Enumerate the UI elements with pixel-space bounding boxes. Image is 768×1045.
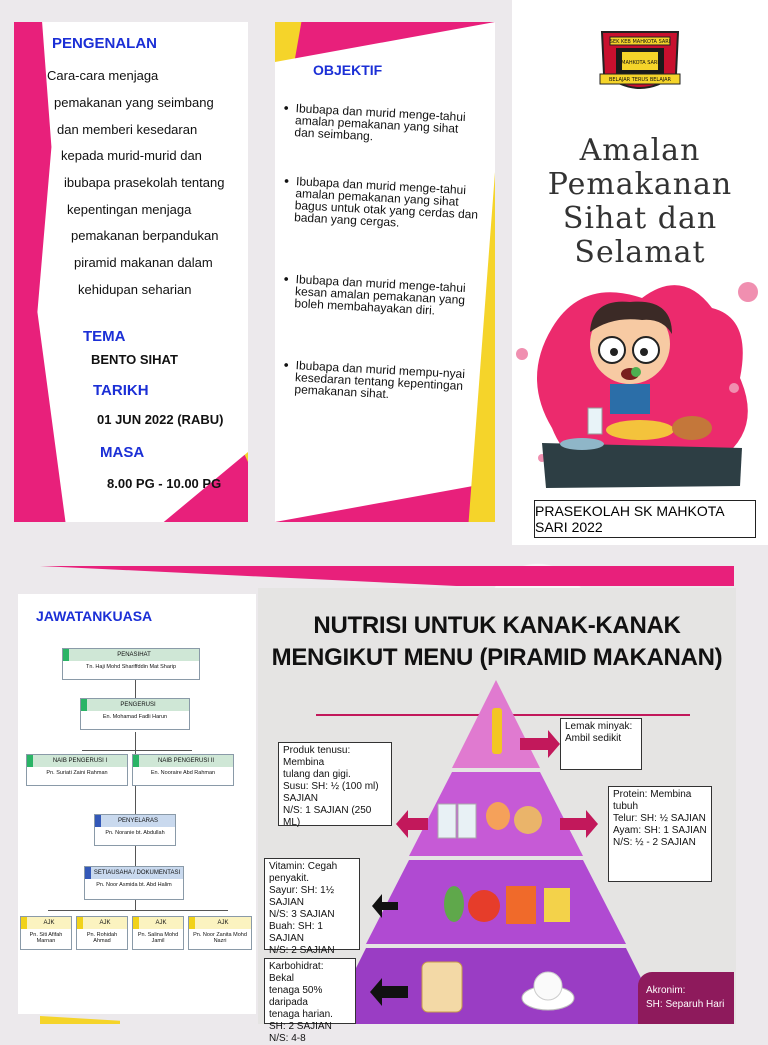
- org-role: AJK: [77, 917, 127, 929]
- acronym-box: [638, 972, 734, 1024]
- note-line: Sayur: SH: 1½ SAJIAN: [269, 885, 335, 908]
- cucumber-icon: [444, 886, 464, 922]
- org-person: Pn. Suriati Zaini Rahman: [46, 770, 108, 776]
- org-naib-pengerusi-1: [26, 754, 128, 786]
- school-crest-logo: [596, 28, 684, 100]
- org-role: AJK: [21, 917, 71, 929]
- cover-title-line: Selamat: [574, 235, 706, 270]
- org-role: NAIB PENGERUSI II: [133, 755, 233, 767]
- intro-heading: PENGENALAN: [52, 35, 158, 52]
- tema-value: BENTO SIHAT: [91, 352, 178, 367]
- note-line: tenaga harian.: [269, 1009, 333, 1020]
- org-ajk: [20, 916, 72, 950]
- pink-band: [40, 566, 734, 586]
- egg-icon: [486, 802, 510, 830]
- bread-icon: [422, 962, 462, 1012]
- masa-value: 8.00 PG - 10.00 PG: [107, 476, 222, 491]
- note-line: tubuh: [613, 801, 639, 812]
- crest-text-bot: BELAJAR TERUS BELAJAR: [608, 77, 672, 83]
- note-carbohydrate: [264, 958, 356, 1044]
- boy-eating-illustration: [512, 258, 768, 498]
- crest-text-mid: MAHKOTA SARI: [621, 60, 659, 66]
- masa-heading: MASA: [100, 444, 145, 461]
- note-line: N/S: 2 SAJIAN: [269, 945, 335, 956]
- acronym-line: Akronim:: [646, 985, 686, 996]
- note-fat: Lemak minyak: Ambil sedikit: [560, 718, 642, 770]
- org-role: PENYELARAS: [95, 815, 175, 827]
- org-ajk: [132, 916, 184, 950]
- note-line: tenaga 50% daripada: [269, 985, 323, 1008]
- intro-line: kepada murid-murid dan: [61, 148, 202, 163]
- cover-title-line: Sihat dan: [562, 201, 718, 236]
- org-person: Pn. Noor Asmida bt. Abd Halim: [96, 882, 172, 888]
- banana-icon: [544, 888, 570, 922]
- objective-heading: OBJEKTIF: [313, 62, 383, 78]
- org-setiausaha: [84, 866, 184, 900]
- org-person: En. Mohamad Fadli Harun: [102, 714, 168, 720]
- note-line: Vitamin: Cegah penyakit.: [269, 861, 338, 884]
- note-line: Telur: SH: ½ SAJIAN: [613, 813, 706, 824]
- objective-item: • Ibubapa dan murid menge-tahui kesan amalan pemakanan yang boleh membahayakan diri.: [294, 273, 481, 319]
- note-line: Buah: SH: 1 SAJIAN: [269, 921, 323, 944]
- intro-line: Cara-cara menjaga: [47, 68, 159, 83]
- org-role: PENGERUSI: [81, 699, 189, 711]
- org-naib-pengerusi-2: [132, 754, 234, 786]
- org-role: SETIAUSAHA / DOKUMENTASI: [85, 867, 183, 879]
- intro-line: pemakanan berpandukan: [71, 228, 219, 243]
- org-person: Pn. Rohidah Ahmad: [86, 932, 118, 944]
- intro-panel: [14, 22, 248, 522]
- org-penyelaras: [94, 814, 176, 846]
- org-person: Pn. Siti Afifah Marnan: [29, 932, 63, 944]
- committee-heading: JAWATANKUASA: [36, 608, 153, 624]
- carrot-icon: [506, 886, 536, 924]
- committee-panel: [18, 594, 256, 1014]
- milk-icon: [438, 804, 456, 838]
- org-person: Pn. Noor Zanita Mohd Nazri: [193, 932, 247, 944]
- oil-bottle-icon: [492, 708, 502, 754]
- org-pengerusi: [80, 698, 190, 730]
- pyramid-title-line: NUTRISI UNTUK KANAK-KANAK: [313, 612, 681, 639]
- note-protein: [608, 786, 712, 882]
- objective-panel: [275, 22, 495, 522]
- cover-footer: PRASEKOLAH SK MAHKOTA SARI 2022: [534, 500, 756, 538]
- org-penasihat: [62, 648, 200, 680]
- org-role: AJK: [133, 917, 183, 929]
- intro-line: dan memberi kesedaran: [57, 122, 198, 137]
- food-pyramid-panel: [258, 588, 736, 1044]
- note-line: Produk tenusu: Membina: [283, 745, 351, 768]
- note-line: SAJIAN: [283, 793, 319, 804]
- note-line: tulang dan gigi.: [283, 769, 351, 780]
- note-line: N/S: 3 SAJIAN: [269, 909, 335, 920]
- org-ajk: [76, 916, 128, 950]
- note-line: SH: 2 SAJIAN N/S: 4-8: [269, 1021, 332, 1044]
- intro-line: kehidupan seharian: [78, 282, 192, 297]
- org-role: PENASIHAT: [63, 649, 199, 661]
- note-line: Ayam: SH: 1 SAJIAN: [613, 825, 707, 836]
- org-person: Pn. Noranie bt. Abdullah: [105, 830, 165, 836]
- tomato-icon: [468, 890, 500, 922]
- note-line: N/S: 1 SAJIAN (250 ML): [283, 805, 372, 828]
- org-role: AJK: [189, 917, 251, 929]
- objective-item: • Ibubapa dan murid menge-tahui amalan pemakanan yang sihat dan seimbang.: [294, 102, 481, 148]
- note-line: N/S: ½ - 2 SAJIAN: [613, 837, 696, 848]
- cover-panel: [512, 0, 768, 545]
- milk-icon: [458, 804, 476, 838]
- crest-text-top: SEK KEB MAHKOTA SARI: [609, 39, 671, 45]
- note-line: Susu: SH: ½ (100 ml): [283, 781, 379, 792]
- org-role: NAIB PENGERUSI I: [27, 755, 127, 767]
- org-ajk: [188, 916, 252, 950]
- org-person: Pn. Salina Mohd Jamil: [137, 932, 179, 944]
- yellow-decor: [40, 1016, 120, 1024]
- tema-heading: TEMA: [83, 328, 126, 345]
- cover-title-line: Pemakanan: [547, 167, 733, 202]
- intro-line: piramid makanan dalam: [74, 255, 213, 270]
- cover-title-line: Amalan: [579, 133, 701, 168]
- objective-item: • Ibubapa dan murid mempu-nyai kesedaran tentang kepentingan pemakanan sihat.: [294, 359, 481, 405]
- org-person: En. Nooraire Abd Rahman: [150, 770, 216, 776]
- intro-line: pemakanan yang seimbang: [54, 95, 214, 110]
- objective-item: • Ibubapa dan murid menge-tahui amalan pemakanan yang sihat bagus untuk otak yang cerdas dan badan yang cergas.: [294, 175, 481, 233]
- tarikh-heading: TARIKH: [93, 382, 149, 399]
- pyramid-title-line: MENGIKUT MENU (PIRAMID MAKANAN): [271, 644, 723, 671]
- intro-line: ibubapa prasekolah tentang: [64, 175, 225, 190]
- note-line: Protein: Membina: [613, 789, 692, 800]
- tarikh-value: 01 JUN 2022 (RABU): [97, 412, 224, 427]
- note-line: Karbohidrat: Bekal: [269, 961, 324, 984]
- org-person: Tn. Haji Mohd Shariffddin Mat Sharip: [85, 664, 177, 670]
- note-dairy: [278, 742, 392, 826]
- intro-line: kepentingan menjaga: [67, 202, 192, 217]
- note-vitamin: [264, 858, 360, 956]
- chicken-icon: [514, 806, 542, 834]
- acronym-line: SH: Separuh Hari: [646, 999, 725, 1010]
